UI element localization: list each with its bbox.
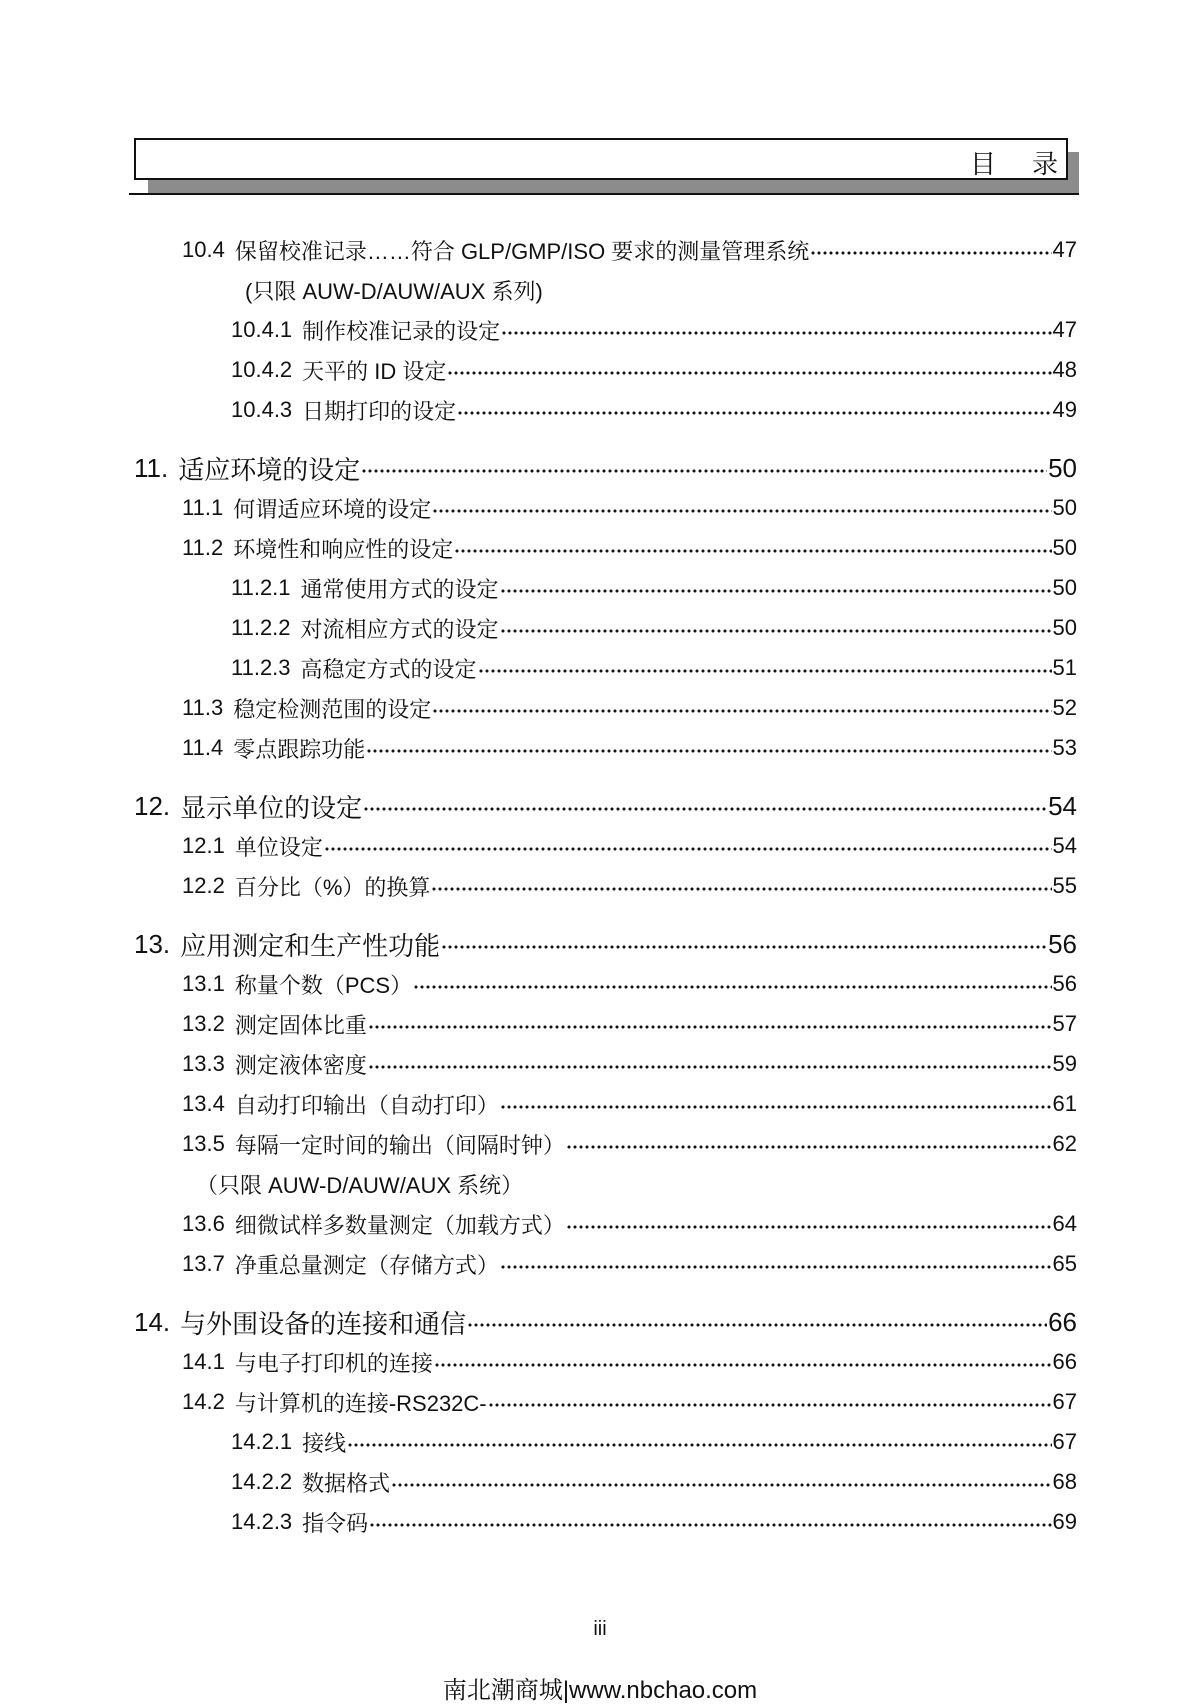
entry-page-number: 47 [1052, 317, 1077, 342]
toc-entry[interactable] [0, 310, 1200, 350]
entry-number: 10.4.3 [231, 397, 293, 422]
entry-page-number: 56 [1048, 928, 1077, 959]
entry-number: 14.2.3 [231, 1509, 293, 1534]
entry-title: 数据格式 [302, 1470, 391, 1496]
entry-title: 细微试样多数量测定（加载方式） [234, 1212, 565, 1238]
dot-leader [810, 251, 1051, 255]
dot-leader [488, 1403, 1052, 1407]
entry-number: 14.1 [182, 1349, 225, 1374]
dot-leader [368, 1065, 1052, 1069]
header-rule [129, 193, 1079, 195]
toc-entry[interactable] [0, 1084, 1200, 1124]
entry-page-number: 50 [1052, 615, 1077, 640]
dot-leader [500, 1105, 1052, 1109]
entry-title: 净重总量测定（存储方式） [234, 1252, 499, 1278]
dot-leader [447, 371, 1051, 375]
dot-leader [432, 509, 1051, 513]
toc-entry[interactable] [0, 866, 1200, 906]
entry-number: 12.1 [182, 833, 225, 858]
entry-page-number: 55 [1052, 873, 1077, 898]
dot-leader [368, 1025, 1052, 1029]
entry-title: （只限 AUW-D/AUW/AUX 系统） [196, 1172, 524, 1198]
dot-leader [478, 669, 1052, 673]
entry-number: 12.2 [182, 873, 225, 898]
toc-entry[interactable] [0, 270, 1200, 310]
toc-entry[interactable] [0, 1164, 1200, 1204]
entry-title: 单位设定 [234, 834, 323, 860]
dot-leader [431, 887, 1051, 891]
page-title: 目录 [969, 149, 1094, 179]
entry-number: 13.7 [182, 1251, 225, 1276]
entry-title: 应用测定和生产性功能 [180, 930, 441, 961]
entry-title: 称量个数（PCS） [234, 972, 413, 998]
entry-title: 显示单位的设定 [180, 792, 363, 823]
toc-entry[interactable] [0, 1244, 1200, 1284]
dot-leader [457, 411, 1051, 415]
entry-page-number: 57 [1052, 1011, 1077, 1036]
entry-title: 测定液体密度 [234, 1052, 367, 1078]
toc-entry[interactable] [0, 1462, 1200, 1502]
toc-entry[interactable] [0, 1124, 1200, 1164]
entry-page-number: 65 [1052, 1251, 1077, 1276]
dot-leader [434, 1363, 1052, 1367]
entry-title: 通常使用方式的设定 [300, 576, 499, 602]
entry-number: 13.5 [182, 1131, 225, 1156]
toc-entry[interactable] [0, 826, 1200, 866]
toc-chapter[interactable] [0, 448, 1200, 488]
entry-number: 11.2.1 [231, 575, 291, 600]
dot-leader [467, 1323, 1047, 1327]
toc-entry[interactable] [0, 964, 1200, 1004]
dot-leader [566, 1145, 1052, 1149]
entry-title: (只限 AUW-D/AUW/AUX 系列) [245, 278, 543, 304]
dot-leader [500, 629, 1052, 633]
entry-number: 13. [134, 928, 171, 959]
entry-title: 天平的 ID 设定 [302, 358, 447, 384]
toc-entry[interactable] [0, 488, 1200, 528]
entry-page-number: 50 [1052, 535, 1077, 560]
entry-title: 与计算机的连接-RS232C- [234, 1390, 487, 1416]
entry-title: 自动打印输出（自动打印） [234, 1092, 499, 1118]
entry-number: 13.2 [182, 1011, 225, 1036]
toc-chapter[interactable] [0, 786, 1200, 826]
entry-page-number: 51 [1052, 655, 1077, 680]
entry-page-number: 69 [1052, 1509, 1077, 1534]
toc-entry[interactable] [0, 1502, 1200, 1542]
footer-watermark: 南北潮商城|www.nbchao.com [442, 1677, 758, 1704]
entry-title: 零点跟踪功能 [233, 736, 366, 762]
toc-entry[interactable] [0, 230, 1200, 270]
entry-title: 稳定检测范围的设定 [233, 696, 432, 722]
entry-number: 13.6 [182, 1211, 225, 1236]
entry-page-number: 49 [1052, 397, 1077, 422]
entry-number: 11. [134, 452, 169, 483]
entry-title: 何谓适应环境的设定 [233, 496, 432, 522]
toc-entry[interactable] [0, 608, 1200, 648]
entry-page-number: 56 [1052, 971, 1077, 996]
dot-leader [441, 945, 1047, 949]
toc-entry[interactable] [0, 1422, 1200, 1462]
entry-title: 接线 [302, 1430, 347, 1456]
entry-number: 10.4.2 [231, 357, 293, 382]
dot-leader [413, 985, 1051, 989]
entry-page-number: 50 [1052, 495, 1077, 520]
dot-leader [369, 1523, 1051, 1527]
entry-page-number: 67 [1052, 1429, 1077, 1454]
entry-page-number: 52 [1052, 695, 1077, 720]
entry-title: 保留校准记录……符合 GLP/GMP/ISO 要求的测量管理系统 [234, 238, 810, 264]
dot-leader [454, 549, 1051, 553]
toc-entry[interactable] [0, 390, 1200, 430]
entry-number: 13.1 [182, 971, 225, 996]
entry-number: 11.2.3 [231, 655, 291, 680]
entry-number: 14.2.2 [231, 1469, 293, 1494]
dot-leader [391, 1483, 1051, 1487]
dot-leader [500, 589, 1052, 593]
entry-title: 日期打印的设定 [302, 398, 457, 424]
toc-chapter[interactable] [0, 1302, 1200, 1342]
toc-entry[interactable] [0, 1204, 1200, 1244]
toc-chapter[interactable] [0, 924, 1200, 964]
toc-entry[interactable] [0, 1382, 1200, 1422]
entry-page-number: 61 [1052, 1091, 1077, 1116]
entry-page-number: 66 [1048, 1306, 1077, 1337]
dot-leader [366, 749, 1051, 753]
entry-title: 指令码 [302, 1510, 369, 1536]
dot-leader [432, 709, 1051, 713]
table-of-contents [0, 230, 1200, 1542]
toc-entry[interactable] [0, 1044, 1200, 1084]
entry-title: 适应环境的设定 [178, 454, 361, 485]
entry-title: 对流相应方式的设定 [300, 616, 499, 642]
toc-entry[interactable] [0, 1004, 1200, 1044]
entry-page-number: 64 [1052, 1211, 1077, 1236]
entry-title: 与电子打印机的连接 [234, 1350, 433, 1376]
entry-page-number: 50 [1052, 575, 1077, 600]
entry-title: 制作校准记录的设定 [302, 318, 501, 344]
header-box [134, 138, 1094, 180]
dot-leader [566, 1225, 1052, 1229]
entry-number: 11.3 [182, 695, 224, 720]
dot-leader [500, 1265, 1052, 1269]
entry-number: 10.4.1 [231, 317, 293, 342]
entry-number: 11.2 [182, 535, 224, 560]
dot-leader [501, 331, 1051, 335]
page-number: iii [593, 1618, 607, 1640]
entry-page-number: 54 [1052, 833, 1077, 858]
entry-page-number: 53 [1052, 735, 1077, 760]
toc-entry[interactable] [0, 688, 1200, 728]
entry-title: 百分比（%）的换算 [234, 874, 431, 900]
entry-page-number: 54 [1048, 790, 1077, 821]
entry-number: 11.2.2 [231, 615, 291, 640]
dot-leader [361, 469, 1047, 473]
entry-page-number: 67 [1052, 1389, 1077, 1414]
toc-entry[interactable] [0, 528, 1200, 568]
entry-number: 11.1 [182, 495, 224, 520]
toc-entry[interactable] [0, 350, 1200, 390]
entry-title: 与外围设备的连接和通信 [180, 1308, 467, 1339]
entry-number: 14. [134, 1306, 171, 1337]
toc-entry[interactable] [0, 1342, 1200, 1382]
toc-entry[interactable] [0, 648, 1200, 688]
entry-number: 11.4 [182, 735, 224, 760]
entry-page-number: 62 [1052, 1131, 1077, 1156]
entry-title: 高稳定方式的设定 [300, 656, 477, 682]
entry-page-number: 66 [1052, 1349, 1077, 1374]
entry-title: 环境性和响应性的设定 [233, 536, 454, 562]
entry-number: 14.2 [182, 1389, 225, 1414]
entry-number: 12. [134, 790, 171, 821]
dot-leader [363, 807, 1047, 811]
entry-title: 每隔一定时间的输出（间隔时钟） [234, 1132, 565, 1158]
dot-leader [324, 847, 1052, 851]
entry-title: 测定固体比重 [234, 1012, 367, 1038]
toc-entry[interactable] [0, 728, 1200, 768]
entry-page-number: 47 [1052, 237, 1077, 262]
entry-page-number: 59 [1052, 1051, 1077, 1076]
entry-number: 14.2.1 [231, 1429, 293, 1454]
toc-entry[interactable] [0, 568, 1200, 608]
entry-number: 13.4 [182, 1091, 225, 1116]
entry-page-number: 68 [1052, 1469, 1077, 1494]
entry-page-number: 48 [1052, 357, 1077, 382]
entry-number: 10.4 [182, 237, 225, 262]
entry-number: 13.3 [182, 1051, 225, 1076]
dot-leader [347, 1443, 1051, 1447]
entry-page-number: 50 [1048, 452, 1077, 483]
